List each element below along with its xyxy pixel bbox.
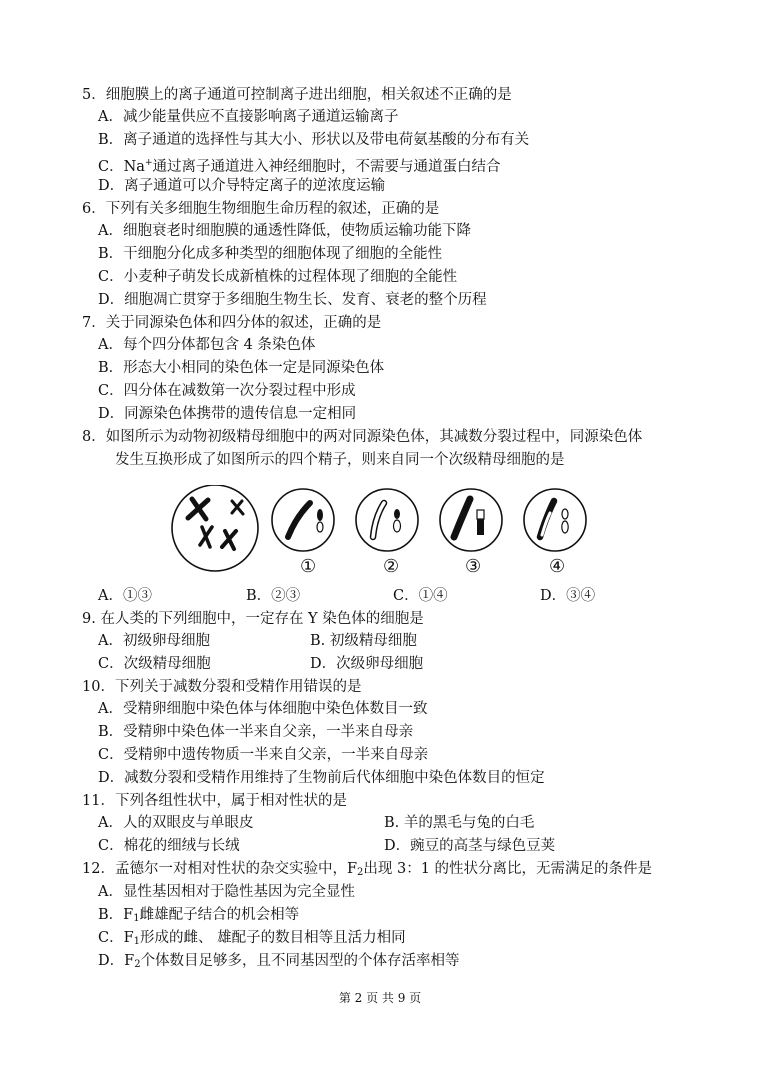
q6-stem: 6．下列有关多细胞生物细胞生命历程的叙述，正确的是	[82, 201, 440, 217]
q9-stem: 9. 在人类的下列细胞中，一定存在 Y 染色体的细胞是	[82, 611, 424, 627]
q12-option-c: C．$F_1$形成的雌、 雄配子的数目相等且活力相同	[98, 930, 406, 947]
q9-option-b: B. 初级精母细胞	[310, 633, 417, 649]
q10-option-d: D．减数分裂和受精作用维持了生物前后代体细胞中染色体数目的恒定	[98, 770, 545, 786]
q5-option-b: B．离子通道的选择性与其大小、形状以及带电荷氨基酸的分布有关	[98, 132, 530, 148]
q10-option-b: B．受精卵中染色体一半来自父亲，一半来自母亲	[98, 724, 414, 740]
q11-option-c: C．棉花的细绒与长绒	[98, 838, 240, 854]
q12-option-b: B．$F_1$雌雄配子结合的机会相等	[98, 907, 300, 924]
q9-option-a: A．初级卵母细胞	[98, 633, 210, 649]
q8-stem-line1: 8．如图所示为动物初级精母细胞中的两对同源染色体，其减数分裂过程中，同源染色体	[82, 429, 643, 445]
q10-stem: 10．下列关于减数分裂和受精作用错误的是	[82, 679, 362, 695]
q9-option-c: C．次级精母细胞	[98, 656, 211, 672]
q11-option-b: B. 羊的黑毛与兔的白毛	[384, 815, 535, 831]
q8-stem-line2: 发生互换形成了如图所示的四个精子，则来自同一个次级精母细胞的是	[115, 452, 565, 468]
primary-spermatocyte-cell	[172, 485, 258, 571]
q7-stem: 7．关于同源染色体和四分体的叙述，正确的是	[82, 315, 382, 331]
q7-option-c: C．四分体在减数第一次分裂过程中形成	[98, 383, 356, 399]
q8-option-d: D．③④	[540, 588, 596, 604]
q6-option-d: D．细胞凋亡贯穿于多细胞生物生长、发育、衰老的整个历程	[98, 292, 487, 308]
q6-option-c: C．小麦种子萌发长成新植株的过程体现了细胞的全能性	[98, 269, 458, 285]
figure-label-4: ④	[549, 556, 566, 577]
q12-stem: 12．孟德尔一对相对性状的杂交实验中，$F_2$出现 3：1 的性状分离比，无需满足的条件是	[82, 861, 653, 878]
q6-option-b: B．干细胞分化成多种类型的细胞体现了细胞的全能性	[98, 246, 443, 262]
q5-option-c: C．Na+通过离子通道进入神经细胞时，不需要与通道蛋白结合	[98, 158, 501, 175]
q11-stem: 11．下列各组性状中，属于相对性状的是	[82, 793, 347, 809]
q11-option-a: A．人的双眼皮与单眼皮	[98, 815, 254, 831]
figure-label-2: ②	[383, 556, 400, 577]
q10-option-a: A．受精卵细胞中染色体与体细胞中染色体数目一致	[98, 701, 428, 717]
q6-option-a: A．细胞衰老时细胞膜的通透性降低，使物质运输功能下降	[98, 223, 471, 239]
q5-stem: 5．细胞膜上的离子通道可控制离子进出细胞，相关叙述不正确的是	[82, 87, 512, 103]
q5-option-d: D．离子通道可以介导特定离子的逆浓度运输	[98, 178, 386, 194]
q11-option-d: D．豌豆的高茎与绿色豆荚	[384, 838, 556, 854]
figure-label-3: ③	[465, 556, 482, 577]
q7-option-b: B．形态大小相同的染色体一定是同源染色体	[98, 360, 385, 376]
sperm-cell-4	[524, 489, 586, 551]
page-footer: 第 2 页 共 9 页	[338, 991, 422, 1005]
q8-option-b: B．②③	[246, 588, 301, 604]
sperm-cell-1	[272, 489, 334, 551]
q9-option-d: D．次级卵母细胞	[310, 656, 424, 672]
sperm-cell-2	[356, 489, 418, 551]
q8-option-a: A．①③	[98, 588, 152, 604]
sperm-cell-3	[440, 489, 502, 551]
q7-option-d: D．同源染色体携带的遗传信息一定相同	[98, 406, 357, 422]
q8-option-c: C．①④	[393, 588, 448, 604]
q12-option-d: D．$F_2$个体数目足够多，且不同基因型的个体存活率相等	[98, 953, 460, 970]
figure-label-1: ①	[300, 556, 317, 577]
q12-option-a: A．显性基因相对于隐性基因为完全显性	[98, 884, 355, 900]
q10-option-c: C．受精卵中遗传物质一半来自父亲，一半来自母亲	[98, 747, 429, 763]
q5-option-a: A．减少能量供应不直接影响离子通道运输离子	[98, 109, 399, 125]
q7-option-a: A．每个四分体都包含 4 条染色体	[98, 337, 316, 353]
